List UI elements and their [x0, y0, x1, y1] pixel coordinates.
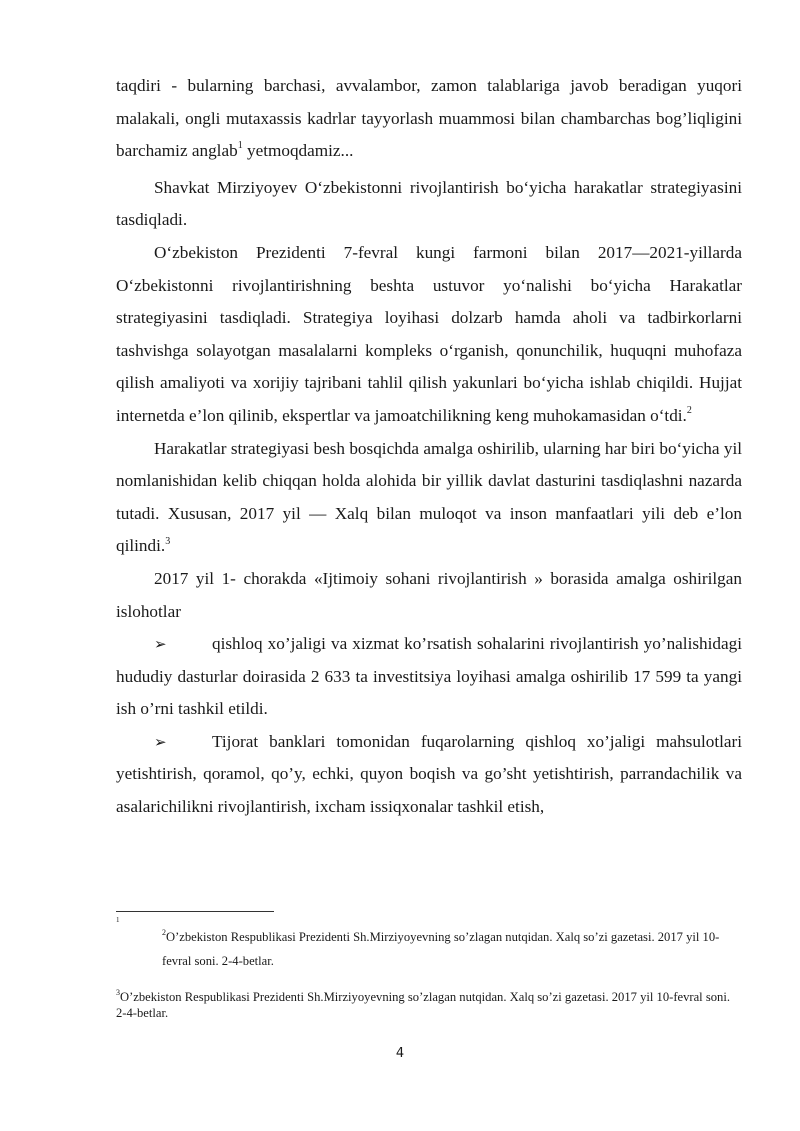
footnote-3: $^3$O’zbekiston Respublikasi Prezidenti Sh.Mirziyoyevning so’zlagan nutqidan. Xalq so’zi gazetasi. 2017 yil 10-fevral soni. 2-4-betlar.: [116, 987, 730, 1020]
page-body: [116, 70, 742, 824]
bullet-item-agriculture: ➢ qishloq xo’jaligi va xizmat ko’rsatish sohalarini rivojlantirish yo’nalishidagi hududiy dasturlar doirasida 2 633 ta investitsiya loyihasi amalga oshirilib 17 599 ta yangi ish o’rni tashkil etildi.: [116, 628, 742, 726]
paragraph-first-quarter: 2017 yil 1- chorakda «Ijtimoiy sohani rivojlantirish » borasida amalga oshirilgan islohotlar: [116, 568, 742, 621]
footnote-ref-2[interactable]: 2: [686, 405, 692, 417]
footnote-ref-3[interactable]: 3: [165, 535, 171, 547]
page-number: 4: [395, 1046, 405, 1061]
footnote-ref-1[interactable]: 1: [237, 140, 243, 152]
bullet-item-banks: ➢ Tijorat banklari tomonidan fuqarolarning qishloq xo’jaligi mahsulotlari yetishtirish, qoramol, qo’y, echki, quyon boqish va go’sht yetishtirish, parrandachilik va asalarichilikni rivojlantirish, ixcham issiqxonalar tashkil etish,: [116, 726, 742, 824]
arrow-bullet-icon: ➢: [154, 635, 167, 654]
paragraph-president-decree: O‘zbekiston Prezidenti 7-fevral kungi farmoni bilan 2017—2021-yillarda O‘zbekistonni rivojlantirishning beshta ustuvor yo‘nalishi bo‘yicha Harakatlar strategiyasini tasdiqladi. Strategiya loyihasi dolzarb hamda aholi va tadbirkorlarni tashvishga solayotgan masalalarni kompleks o‘rganish, qonunchilik, huquqni muhofaza qilish amaliyoti va xorijiy tajribani tahlil qilish yakunlari bo‘yicha ishlab chiqildi. Hujjat internetda e’lon qilinib, ekspertlar va jamoatchilikning keng muhokamasidan o‘tdi.$^2$: [116, 242, 742, 425]
footnote-1-mark: 1: [116, 916, 120, 924]
footnotes: [116, 911, 742, 1021]
footnote-2: $^2$O’zbekiston Respublikasi Prezidenti Sh.Mirziyoyevning so’zlagan nutqidan. Xalq so’zi gazetasi. 2017 yil 10-fevral soni. 2-4-betlar.: [162, 927, 720, 968]
arrow-bullet-icon: ➢: [154, 732, 167, 751]
footnote-separator: [116, 911, 274, 912]
paragraph-five-stages: Harakatlar strategiyasi besh bosqichda amalga oshirilib, ularning har biri bo‘yicha yil nomlanishidan kelib chiqqan holda alohida bir yillik davlat dasturini tasdiqlashni nazarda tutadi. Xususan, 2017 yil — Xalq bilan muloqot va inson manfaatlari yili deb e’lon qilindi.$^3$: [116, 438, 742, 556]
paragraph-intro: taqdiri - bularning barchasi, avvalambor, zamon talablariga javob beradigan yuqori malakali, ongli mutaxassis kadrlar tayyorlash muammosi bilan chambarchas bog’liqligini barchamiz anglab$^1$ yetmoqdamiz...: [116, 76, 742, 161]
paragraph-strategy-approval: Shavkat Mirziyoyev O‘zbekistonni rivojlantirish bo‘yicha harakatlar strategiyasini tasdiqladi.: [116, 177, 742, 230]
